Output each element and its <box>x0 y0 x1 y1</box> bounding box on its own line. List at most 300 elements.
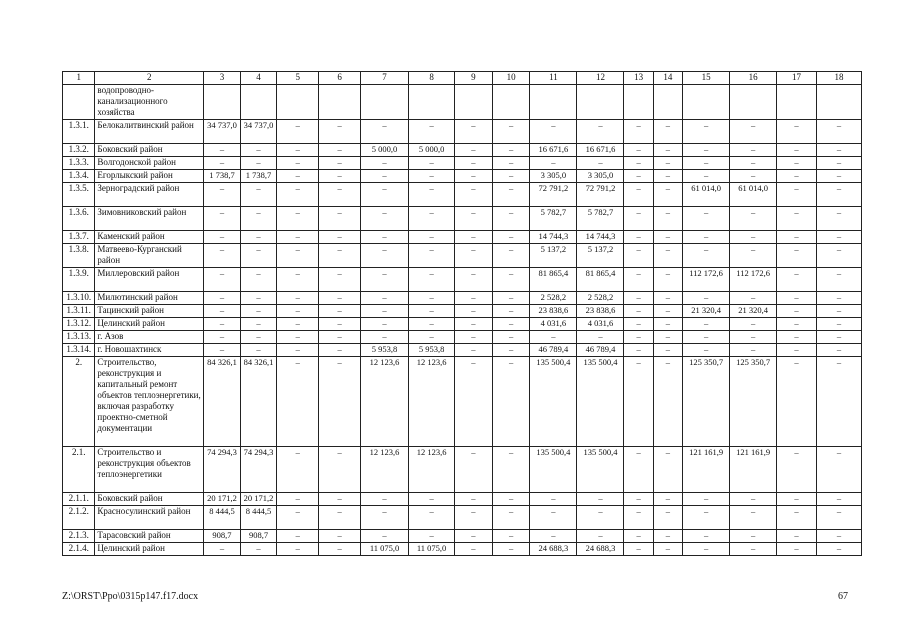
header-cell: 4 <box>240 72 277 85</box>
value-cell: – <box>277 331 319 344</box>
value-cell: – <box>492 207 530 231</box>
row-name: Каменский район <box>95 231 204 244</box>
value-cell: – <box>455 231 493 244</box>
value-cell: – <box>653 157 682 170</box>
header-cell: 9 <box>455 72 493 85</box>
value-cell: – <box>624 231 653 244</box>
value-cell: – <box>730 144 777 157</box>
value-cell: – <box>683 493 730 506</box>
value-cell: 1 738,7 <box>240 170 277 183</box>
value-cell: – <box>492 268 530 292</box>
value-cell: – <box>653 170 682 183</box>
value-cell: 135 500,4 <box>530 357 577 447</box>
value-cell: – <box>319 207 361 231</box>
value-cell: – <box>455 530 493 543</box>
value-cell: – <box>277 120 319 144</box>
value-cell: – <box>777 357 817 447</box>
value-cell: – <box>530 493 577 506</box>
value-cell <box>240 85 277 120</box>
value-cell: – <box>492 292 530 305</box>
value-cell: – <box>455 144 493 157</box>
value-cell: – <box>204 231 241 244</box>
value-cell: – <box>492 305 530 318</box>
header-cell: 12 <box>577 72 624 85</box>
value-cell: 3 305,0 <box>530 170 577 183</box>
value-cell: – <box>277 305 319 318</box>
value-cell: – <box>653 493 682 506</box>
value-cell: – <box>816 144 861 157</box>
value-cell: – <box>361 506 409 530</box>
value-cell: – <box>777 543 817 556</box>
value-cell: 34 737,0 <box>240 120 277 144</box>
value-cell: – <box>777 244 817 268</box>
value-cell: 23 838,6 <box>577 305 624 318</box>
value-cell: – <box>204 331 241 344</box>
value-cell: – <box>319 506 361 530</box>
value-cell: – <box>277 244 319 268</box>
value-cell: – <box>319 543 361 556</box>
value-cell: – <box>319 231 361 244</box>
value-cell: – <box>730 120 777 144</box>
value-cell: 34 737,0 <box>204 120 241 144</box>
row-number: 2.1.4. <box>63 543 95 556</box>
value-cell: – <box>492 493 530 506</box>
value-cell: – <box>319 292 361 305</box>
row-number: 1.3.4. <box>63 170 95 183</box>
value-cell: – <box>204 318 241 331</box>
value-cell: 81 865,4 <box>530 268 577 292</box>
value-cell: – <box>361 493 409 506</box>
value-cell: – <box>624 120 653 144</box>
header-cell: 16 <box>730 72 777 85</box>
value-cell: – <box>240 207 277 231</box>
value-cell: – <box>683 207 730 231</box>
table-row <box>63 305 862 318</box>
value-cell: 908,7 <box>240 530 277 543</box>
value-cell: – <box>492 447 530 493</box>
value-cell: 24 688,3 <box>577 543 624 556</box>
value-cell: 5 137,2 <box>530 244 577 268</box>
table-row <box>63 268 862 292</box>
value-cell: – <box>624 331 653 344</box>
value-cell: – <box>816 530 861 543</box>
value-cell: – <box>653 305 682 318</box>
value-cell: – <box>492 331 530 344</box>
value-cell: – <box>492 318 530 331</box>
value-cell: 11 075,0 <box>409 543 455 556</box>
value-cell: – <box>277 530 319 543</box>
table-row <box>63 530 862 543</box>
header-cell: 10 <box>492 72 530 85</box>
row-number: 1.3.7. <box>63 231 95 244</box>
row-name: г. Новошахтинск <box>95 344 204 357</box>
value-cell: 12 123,6 <box>361 357 409 447</box>
value-cell: 11 075,0 <box>361 543 409 556</box>
value-cell: – <box>492 244 530 268</box>
row-name: Миллеровский район <box>95 268 204 292</box>
value-cell: – <box>777 231 817 244</box>
value-cell: – <box>409 157 455 170</box>
value-cell: – <box>455 292 493 305</box>
value-cell: – <box>492 120 530 144</box>
value-cell: – <box>624 506 653 530</box>
value-cell: – <box>492 543 530 556</box>
value-cell: – <box>240 344 277 357</box>
value-cell: – <box>455 207 493 231</box>
value-cell: – <box>730 244 777 268</box>
value-cell: 21 320,4 <box>730 305 777 318</box>
value-cell: – <box>816 292 861 305</box>
value-cell: – <box>653 292 682 305</box>
value-cell: – <box>730 170 777 183</box>
value-cell <box>319 85 361 120</box>
table-row <box>63 493 862 506</box>
file-path: Z:\ORST\Ppo\0315p147.f17.docx <box>62 591 199 602</box>
value-cell: 12 123,6 <box>409 357 455 447</box>
value-cell: – <box>240 543 277 556</box>
value-cell: – <box>577 120 624 144</box>
value-cell: 4 031,6 <box>530 318 577 331</box>
header-cell: 14 <box>653 72 682 85</box>
value-cell: – <box>530 530 577 543</box>
value-cell: – <box>730 292 777 305</box>
value-cell: – <box>653 357 682 447</box>
table-row <box>63 244 862 268</box>
value-cell: – <box>624 207 653 231</box>
table-row <box>63 157 862 170</box>
row-number: 2.1. <box>63 447 95 493</box>
value-cell: – <box>816 344 861 357</box>
value-cell: – <box>777 207 817 231</box>
value-cell: – <box>277 318 319 331</box>
value-cell: – <box>409 305 455 318</box>
value-cell: – <box>777 170 817 183</box>
row-name: Матвеево-Курганский район <box>95 244 204 268</box>
value-cell: 125 350,7 <box>683 357 730 447</box>
row-number: 1.3.8. <box>63 244 95 268</box>
value-cell: 135 500,4 <box>530 447 577 493</box>
row-number: 1.3.2. <box>63 144 95 157</box>
value-cell: 121 161,9 <box>730 447 777 493</box>
value-cell: – <box>277 543 319 556</box>
value-cell <box>624 85 653 120</box>
value-cell: – <box>624 344 653 357</box>
value-cell: – <box>204 207 241 231</box>
value-cell: 16 671,6 <box>530 144 577 157</box>
value-cell: – <box>816 493 861 506</box>
table-row <box>63 183 862 207</box>
value-cell: – <box>455 543 493 556</box>
value-cell: – <box>204 144 241 157</box>
value-cell: 908,7 <box>204 530 241 543</box>
table-row <box>63 231 862 244</box>
row-name: Зерноградский район <box>95 183 204 207</box>
value-cell: – <box>683 318 730 331</box>
row-number: 2.1.1. <box>63 493 95 506</box>
value-cell: 112 172,6 <box>683 268 730 292</box>
value-cell: – <box>277 268 319 292</box>
value-cell: – <box>409 120 455 144</box>
value-cell: – <box>777 305 817 318</box>
value-cell: – <box>319 144 361 157</box>
row-name: Егорлыкский район <box>95 170 204 183</box>
value-cell: – <box>277 292 319 305</box>
value-cell: – <box>816 331 861 344</box>
value-cell: – <box>730 344 777 357</box>
row-name: Целинский район <box>95 543 204 556</box>
value-cell: – <box>777 447 817 493</box>
value-cell: – <box>624 292 653 305</box>
value-cell: 12 123,6 <box>409 447 455 493</box>
value-cell: – <box>653 543 682 556</box>
value-cell: 21 320,4 <box>683 305 730 318</box>
value-cell: – <box>319 157 361 170</box>
value-cell: – <box>409 268 455 292</box>
value-cell: – <box>624 318 653 331</box>
header-cell: 8 <box>409 72 455 85</box>
value-cell: – <box>816 543 861 556</box>
value-cell: – <box>624 447 653 493</box>
value-cell: – <box>361 231 409 244</box>
value-cell: 46 789,4 <box>577 344 624 357</box>
value-cell: – <box>492 170 530 183</box>
value-cell: – <box>361 530 409 543</box>
header-cell: 15 <box>683 72 730 85</box>
value-cell: – <box>361 207 409 231</box>
table-row <box>63 85 862 120</box>
value-cell: – <box>319 344 361 357</box>
value-cell: – <box>319 447 361 493</box>
row-number: 1.3.5. <box>63 183 95 207</box>
value-cell: 135 500,4 <box>577 447 624 493</box>
value-cell: 5 782,7 <box>577 207 624 231</box>
value-cell: – <box>319 530 361 543</box>
value-cell: – <box>730 506 777 530</box>
row-number: 1.3.6. <box>63 207 95 231</box>
value-cell: – <box>624 157 653 170</box>
value-cell: – <box>653 506 682 530</box>
value-cell: – <box>624 493 653 506</box>
value-cell: – <box>240 157 277 170</box>
value-cell: 14 744,3 <box>530 231 577 244</box>
row-name: Строительство и реконструкция объектов теплоэнергетики <box>95 447 204 493</box>
value-cell: – <box>240 144 277 157</box>
row-name: Боковский район <box>95 144 204 157</box>
value-cell: – <box>816 170 861 183</box>
value-cell: – <box>653 120 682 144</box>
value-cell: – <box>683 543 730 556</box>
value-cell: – <box>361 318 409 331</box>
value-cell: 125 350,7 <box>730 357 777 447</box>
value-cell: – <box>653 318 682 331</box>
value-cell: – <box>409 292 455 305</box>
value-cell: – <box>240 318 277 331</box>
table-row <box>63 144 862 157</box>
value-cell: 72 791,2 <box>530 183 577 207</box>
value-cell: – <box>409 493 455 506</box>
row-name: Строительство, реконструкция и капитальный ремонт объектов теплоэнергетики, включая разработку проектно-сметной документации <box>95 357 204 447</box>
value-cell: – <box>319 183 361 207</box>
value-cell: – <box>277 207 319 231</box>
value-cell: 74 294,3 <box>204 447 241 493</box>
value-cell: 112 172,6 <box>730 268 777 292</box>
row-name: Милютинский район <box>95 292 204 305</box>
value-cell: 5 000,0 <box>361 144 409 157</box>
row-number: 1.3.12. <box>63 318 95 331</box>
value-cell: – <box>492 183 530 207</box>
value-cell: – <box>683 331 730 344</box>
value-cell: – <box>777 493 817 506</box>
value-cell: – <box>204 305 241 318</box>
value-cell: 12 123,6 <box>361 447 409 493</box>
value-cell: – <box>455 331 493 344</box>
value-cell: 5 782,7 <box>530 207 577 231</box>
table-row <box>63 170 862 183</box>
value-cell: – <box>240 183 277 207</box>
value-cell: 61 014,0 <box>730 183 777 207</box>
value-cell: – <box>730 207 777 231</box>
value-cell: 46 789,4 <box>530 344 577 357</box>
value-cell: – <box>277 231 319 244</box>
value-cell: – <box>816 207 861 231</box>
value-cell: – <box>361 183 409 207</box>
table-row <box>63 447 862 493</box>
value-cell: 1 738,7 <box>204 170 241 183</box>
table-row <box>63 120 862 144</box>
value-cell: – <box>277 493 319 506</box>
header-cell: 5 <box>277 72 319 85</box>
header-cell: 6 <box>319 72 361 85</box>
value-cell: – <box>816 506 861 530</box>
value-cell <box>204 85 241 120</box>
value-cell: – <box>409 506 455 530</box>
value-cell: – <box>240 292 277 305</box>
header-cell: 7 <box>361 72 409 85</box>
value-cell: – <box>816 268 861 292</box>
value-cell: – <box>777 318 817 331</box>
row-name: г. Азов <box>95 331 204 344</box>
header-cell: 3 <box>204 72 241 85</box>
value-cell: – <box>455 170 493 183</box>
row-name: Белокалитвинский район <box>95 120 204 144</box>
document-table <box>62 71 862 556</box>
value-cell: – <box>777 506 817 530</box>
value-cell: – <box>624 268 653 292</box>
value-cell: – <box>240 305 277 318</box>
table-row <box>63 331 862 344</box>
value-cell: – <box>409 231 455 244</box>
value-cell: – <box>777 268 817 292</box>
value-cell: – <box>319 357 361 447</box>
value-cell: – <box>455 305 493 318</box>
value-cell: – <box>492 530 530 543</box>
value-cell: – <box>653 207 682 231</box>
value-cell: 8 444,5 <box>240 506 277 530</box>
row-name: Волгодонской район <box>95 157 204 170</box>
value-cell: – <box>240 268 277 292</box>
value-cell: – <box>653 331 682 344</box>
value-cell: 5 953,8 <box>409 344 455 357</box>
value-cell: – <box>204 244 241 268</box>
value-cell: 2 528,2 <box>530 292 577 305</box>
value-cell: – <box>624 170 653 183</box>
value-cell: – <box>240 331 277 344</box>
row-name: Тарасовский район <box>95 530 204 543</box>
value-cell: 2 528,2 <box>577 292 624 305</box>
value-cell: – <box>777 530 817 543</box>
value-cell: – <box>624 244 653 268</box>
value-cell: – <box>624 530 653 543</box>
value-cell: – <box>319 318 361 331</box>
value-cell: 121 161,9 <box>683 447 730 493</box>
value-cell: 23 838,6 <box>530 305 577 318</box>
value-cell <box>577 85 624 120</box>
value-cell: – <box>455 120 493 144</box>
value-cell: – <box>816 447 861 493</box>
value-cell <box>777 85 817 120</box>
value-cell: – <box>455 157 493 170</box>
row-name: Зимовниковский район <box>95 207 204 231</box>
value-cell: – <box>204 344 241 357</box>
value-cell: – <box>409 244 455 268</box>
value-cell: – <box>277 170 319 183</box>
header-cell: 18 <box>816 72 861 85</box>
value-cell: – <box>455 493 493 506</box>
value-cell: – <box>577 331 624 344</box>
value-cell: 84 326,1 <box>240 357 277 447</box>
value-cell: – <box>816 318 861 331</box>
value-cell: – <box>319 170 361 183</box>
value-cell: – <box>455 357 493 447</box>
value-cell: 5 953,8 <box>361 344 409 357</box>
value-cell: – <box>319 305 361 318</box>
row-name: Тацинский район <box>95 305 204 318</box>
header-cell: 17 <box>777 72 817 85</box>
value-cell: – <box>492 506 530 530</box>
row-number: 2.1.2. <box>63 506 95 530</box>
row-number: 2. <box>63 357 95 447</box>
table-row <box>63 506 862 530</box>
value-cell: – <box>816 120 861 144</box>
value-cell: – <box>204 157 241 170</box>
value-cell: – <box>777 183 817 207</box>
value-cell: – <box>361 170 409 183</box>
value-cell: – <box>455 244 493 268</box>
page-number: 67 <box>838 591 848 602</box>
value-cell: – <box>530 157 577 170</box>
value-cell: – <box>277 183 319 207</box>
value-cell: – <box>240 244 277 268</box>
row-number: 1.3.9. <box>63 268 95 292</box>
value-cell: – <box>624 305 653 318</box>
row-number: 1.3.11. <box>63 305 95 318</box>
value-cell: – <box>730 331 777 344</box>
value-cell: – <box>683 144 730 157</box>
value-cell: – <box>577 157 624 170</box>
value-cell <box>361 85 409 120</box>
value-cell: – <box>683 292 730 305</box>
value-cell: – <box>277 357 319 447</box>
value-cell: – <box>653 183 682 207</box>
row-number <box>63 85 95 120</box>
value-cell: – <box>730 318 777 331</box>
value-cell: – <box>409 183 455 207</box>
value-cell: – <box>683 506 730 530</box>
table-row <box>63 318 862 331</box>
header-cell: 11 <box>530 72 577 85</box>
value-cell: – <box>492 231 530 244</box>
value-cell: – <box>777 292 817 305</box>
